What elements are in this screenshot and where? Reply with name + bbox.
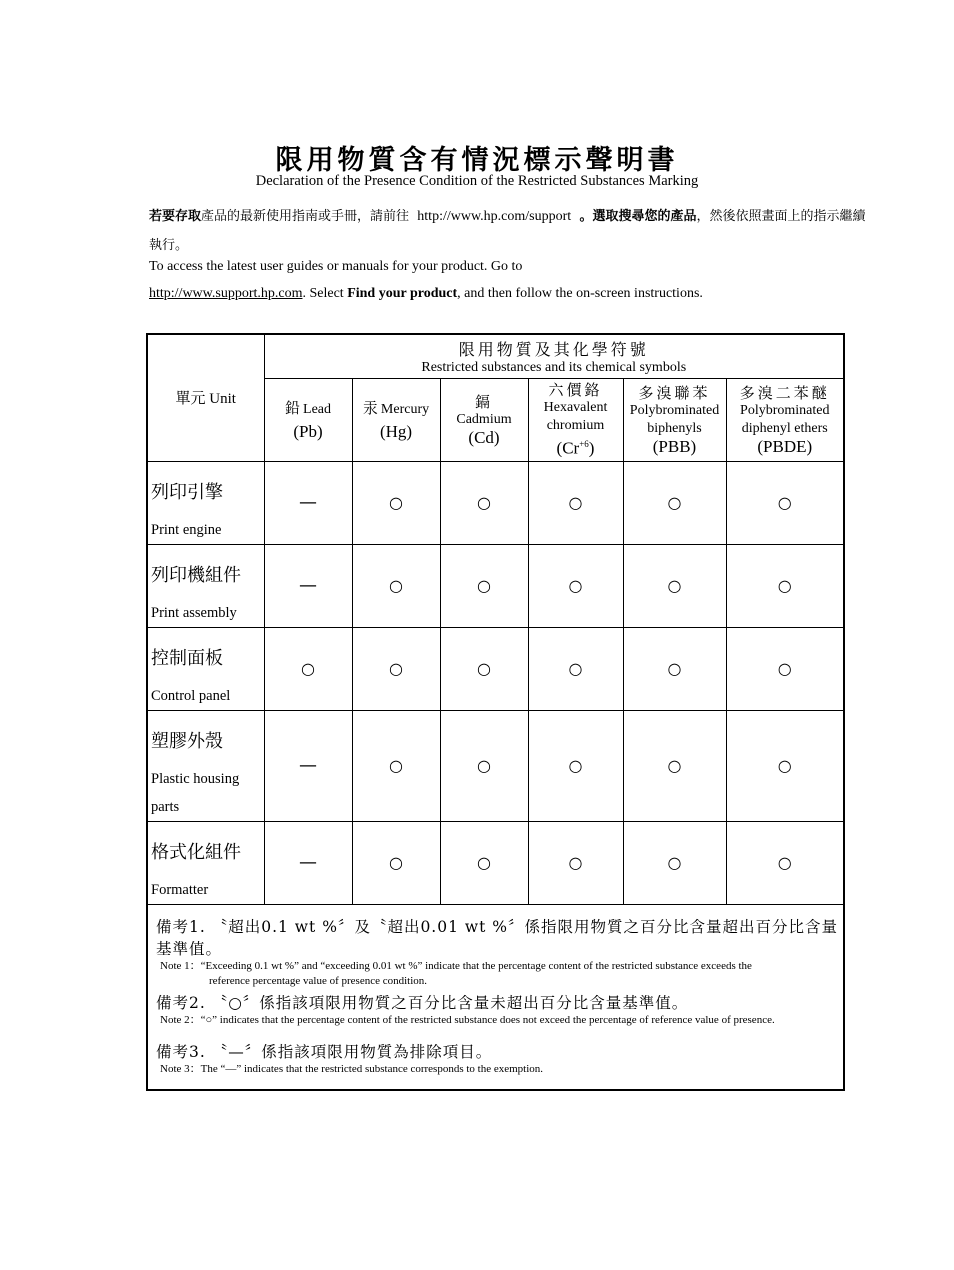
row-label-zh: 列印機組件 bbox=[151, 564, 241, 586]
mark-cell: ○ bbox=[352, 627, 440, 710]
mark-cell: ○ bbox=[528, 821, 623, 904]
lead-zh: 鉛 bbox=[285, 398, 304, 417]
pbb-en1: Polybrominated bbox=[629, 402, 720, 418]
chromium-symbol-sup: +6 bbox=[579, 439, 589, 450]
chromium-en2: chromium bbox=[546, 418, 605, 434]
cadmium-symbol: (Cd) bbox=[468, 427, 500, 447]
mark-cell: ○ bbox=[352, 710, 440, 821]
intro-en-mid: . Select bbox=[302, 286, 348, 301]
mark-cell: ○ bbox=[726, 710, 844, 821]
unit-zh: 單元 bbox=[175, 389, 206, 407]
row-label-en: Print engine bbox=[151, 521, 222, 538]
intro-zh-part2: 產品的最新使用指南或手冊，請前往 bbox=[201, 209, 410, 224]
lead-symbol: (Pb) bbox=[293, 421, 323, 441]
substances-header bbox=[264, 334, 844, 378]
cadmium-en: Cadmium bbox=[456, 411, 512, 427]
row-label bbox=[147, 461, 264, 544]
pbde-en2: diphenyl ethers bbox=[741, 420, 828, 436]
table-row bbox=[147, 461, 844, 544]
mark-cell: ○ bbox=[528, 544, 623, 627]
mark-cell: ○ bbox=[440, 710, 528, 821]
mark-cell: ○ bbox=[264, 627, 352, 710]
mark-cell: ○ bbox=[352, 544, 440, 627]
mark-cell: — bbox=[264, 710, 352, 821]
substance-chromium bbox=[528, 378, 623, 461]
chromium-symbol bbox=[529, 435, 623, 458]
substances-header-en: Restricted substances and its chemical symbols bbox=[421, 359, 687, 375]
pbde-zh: 多溴二苯醚 bbox=[739, 383, 830, 402]
intro-zh-part1: 若要存取 bbox=[149, 209, 202, 224]
substance-pbde bbox=[726, 378, 844, 461]
intro-en-end: , and then follow the on-screen instructions. bbox=[457, 286, 703, 301]
row-label-en2: parts bbox=[151, 798, 180, 815]
mark-cell: ○ bbox=[623, 821, 726, 904]
row-label-zh: 控制面板 bbox=[151, 647, 223, 669]
row-label-en1: Plastic housing bbox=[151, 770, 240, 787]
unit-header bbox=[147, 334, 264, 461]
mark-cell: ○ bbox=[440, 461, 528, 544]
note2-zh: 備考2. 〝○〞係指該項限用物質之百分比含量未超出百分比含量基準值。 bbox=[156, 993, 689, 1012]
mark-cell: ○ bbox=[352, 461, 440, 544]
note2-en: Note 2：“○” indicates that the percentage content of the restricted substance does not exceed the percentage of reference value of presence. bbox=[160, 1013, 775, 1026]
table-row bbox=[147, 627, 844, 710]
mark-cell: ○ bbox=[528, 461, 623, 544]
mark-cell: ○ bbox=[726, 821, 844, 904]
substances-header-zh: 限用物質及其化學符號 bbox=[458, 339, 649, 359]
mark-cell: ○ bbox=[726, 461, 844, 544]
mark-cell: ○ bbox=[623, 544, 726, 627]
notes bbox=[147, 904, 844, 1090]
row-label bbox=[147, 710, 264, 821]
intro-zh-part3: 。選取搜尋您的產品 bbox=[579, 209, 697, 224]
pbde-symbol: (PBDE) bbox=[757, 436, 813, 456]
substance-mercury bbox=[352, 378, 440, 461]
mercury-symbol: (Hg) bbox=[379, 421, 413, 441]
mark-cell: ○ bbox=[726, 544, 844, 627]
row-label bbox=[147, 627, 264, 710]
substance-cadmium bbox=[440, 378, 528, 461]
pbb-zh: 多溴聯苯 bbox=[638, 383, 711, 402]
mark-cell: — bbox=[264, 544, 352, 627]
mark-cell: ○ bbox=[528, 710, 623, 821]
mark-cell: — bbox=[264, 461, 352, 544]
mark-cell: — bbox=[264, 821, 352, 904]
mercury-en: Mercury bbox=[380, 401, 430, 417]
mark-cell: ○ bbox=[726, 627, 844, 710]
note3-zh: 備考3. 〝—〞係指該項限用物質為排除項目。 bbox=[156, 1042, 493, 1061]
note1-zh: 備考1. 〝超出0.1 wt %〞及〝超出0.01 wt %〞係指限用物質之百分比含量超出百分比含量基準值。 bbox=[156, 917, 839, 958]
notes-row bbox=[147, 904, 844, 1090]
pbb-symbol: (PBB) bbox=[652, 436, 697, 456]
substance-lead bbox=[264, 378, 352, 461]
chromium-en1: Hexavalent bbox=[543, 400, 608, 416]
chromium-symbol-end: ) bbox=[588, 438, 595, 458]
intro-zh-url[interactable]: http://www.hp.com/support bbox=[417, 209, 572, 224]
mark-cell: ○ bbox=[623, 461, 726, 544]
row-label-zh: 格式化組件 bbox=[151, 841, 241, 863]
pbde-en1: Polybrominated bbox=[740, 402, 830, 418]
document-subtitle: Declaration of the Presence Condition of the Restricted Substances Marking bbox=[255, 173, 699, 189]
row-label-en: Print assembly bbox=[151, 604, 237, 621]
row-label-zh: 列印引擎 bbox=[151, 481, 223, 503]
support-link[interactable]: http://www.support.hp.com bbox=[149, 286, 303, 301]
cadmium-zh: 鎘 bbox=[474, 392, 493, 411]
mark-cell: ○ bbox=[352, 821, 440, 904]
chromium-zh: 六價鉻 bbox=[548, 381, 603, 400]
mark-cell: ○ bbox=[440, 544, 528, 627]
row-label-zh: 塑膠外殼 bbox=[151, 730, 223, 752]
intro-zh-part4: ，然後依照畫面上的指示繼續執行。 bbox=[149, 209, 866, 253]
mark-cell: ○ bbox=[623, 627, 726, 710]
mark-cell: ○ bbox=[623, 710, 726, 821]
intro-en-bold: Find your product bbox=[347, 286, 458, 301]
row-label-en: Formatter bbox=[151, 881, 209, 898]
intro-english-line1: To access the latest user guides or manuals for your product. Go to bbox=[149, 259, 523, 274]
unit-en: Unit bbox=[209, 391, 236, 407]
note1-en: Note 1：“Exceeding 0.1 wt %” and “exceeding 0.01 wt %” indicate that the percentage content of the restricted substance exceeds the bbox=[160, 959, 752, 972]
row-label bbox=[147, 821, 264, 904]
mark-cell: ○ bbox=[528, 627, 623, 710]
substance-pbb bbox=[623, 378, 726, 461]
mercury-zh: 汞 bbox=[362, 398, 381, 417]
intro-chinese bbox=[149, 202, 869, 260]
table-row bbox=[147, 710, 844, 821]
table-row bbox=[147, 821, 844, 904]
table-row bbox=[147, 544, 844, 627]
row-label-en: Control panel bbox=[151, 687, 231, 704]
mark-cell: ○ bbox=[440, 627, 528, 710]
chromium-symbol-base: (Cr bbox=[556, 438, 580, 458]
restricted-substances-table bbox=[146, 333, 845, 1091]
document-title: 限用物質含有情況標示聲明書 bbox=[275, 145, 679, 176]
row-label bbox=[147, 544, 264, 627]
mark-cell: ○ bbox=[440, 821, 528, 904]
lead-en: Lead bbox=[303, 401, 331, 417]
note3-en: Note 3：The “—” indicates that the restricted substance corresponds to the exemption. bbox=[160, 1062, 544, 1075]
pbb-en2: biphenyls bbox=[647, 420, 702, 436]
note1-en-cont: reference percentage value of presence condition. bbox=[209, 974, 428, 987]
intro-english-line2 bbox=[149, 286, 869, 302]
